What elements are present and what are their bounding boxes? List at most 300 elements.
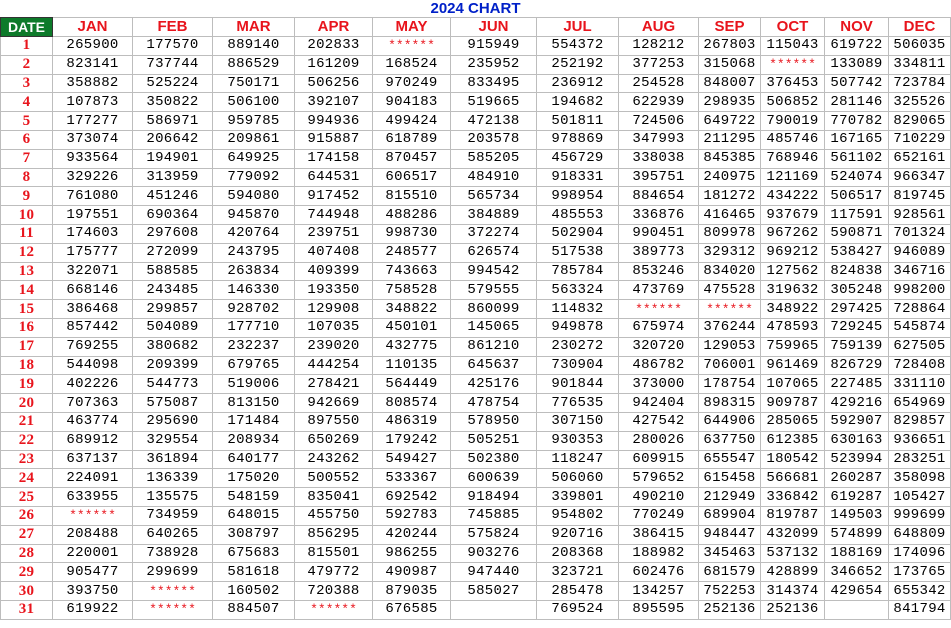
result-cell: 769255 xyxy=(53,337,133,356)
result-cell: 928561 xyxy=(889,206,951,225)
result-cell: 942669 xyxy=(295,394,373,413)
result-cell: 502904 xyxy=(537,224,619,243)
result-cell: 898315 xyxy=(699,394,761,413)
result-cell: 386415 xyxy=(619,525,699,544)
date-cell: 30 xyxy=(1,582,53,601)
result-cell: 177710 xyxy=(213,318,295,337)
result-cell: 425176 xyxy=(451,375,537,394)
result-cell: 320720 xyxy=(619,337,699,356)
result-cell: 737744 xyxy=(133,55,213,74)
result-cell: 384889 xyxy=(451,206,537,225)
result-cell: 420244 xyxy=(373,525,451,544)
result-cell: 644906 xyxy=(699,412,761,431)
result-cell: 779092 xyxy=(213,168,295,187)
date-cell: 24 xyxy=(1,469,53,488)
result-cell: 194682 xyxy=(537,93,619,112)
result-cell: 212949 xyxy=(699,488,761,507)
month-header-may: MAY xyxy=(373,18,451,37)
result-cell: 267803 xyxy=(699,37,761,56)
month-header-jun: JUN xyxy=(451,18,537,37)
date-cell: 18 xyxy=(1,356,53,375)
date-cell: 19 xyxy=(1,375,53,394)
result-cell: 544098 xyxy=(53,356,133,375)
result-cell: 637750 xyxy=(699,431,761,450)
result-cell: 579555 xyxy=(451,281,537,300)
table-row xyxy=(1,112,951,131)
result-cell: 501811 xyxy=(537,112,619,131)
result-cell: 252192 xyxy=(537,55,619,74)
result-cell: 134257 xyxy=(619,582,699,601)
result-cell: 575824 xyxy=(451,525,537,544)
result-cell: 770782 xyxy=(825,112,889,131)
result-cell: 823141 xyxy=(53,55,133,74)
result-cell: 744948 xyxy=(295,206,373,225)
result-cell: 240975 xyxy=(699,168,761,187)
result-cell: 548159 xyxy=(213,488,295,507)
month-header-feb: FEB xyxy=(133,18,213,37)
date-cell: 14 xyxy=(1,281,53,300)
result-cell: 473769 xyxy=(619,281,699,300)
result-cell: 339801 xyxy=(537,488,619,507)
result-cell: 346716 xyxy=(889,262,951,281)
result-cell: 347993 xyxy=(619,130,699,149)
result-cell: 785784 xyxy=(537,262,619,281)
result-cell: 619287 xyxy=(825,488,889,507)
result-cell: 193350 xyxy=(295,281,373,300)
result-cell: 724506 xyxy=(619,112,699,131)
date-cell: 12 xyxy=(1,243,53,262)
result-cell: 918331 xyxy=(537,168,619,187)
result-cell: 224091 xyxy=(53,469,133,488)
result-cell: 336842 xyxy=(761,488,825,507)
month-header-aug: AUG xyxy=(619,18,699,37)
month-header-mar: MAR xyxy=(213,18,295,37)
result-cell: 612385 xyxy=(761,431,825,450)
result-cell: 905477 xyxy=(53,563,133,582)
result-cell: 409399 xyxy=(295,262,373,281)
result-cell: 451246 xyxy=(133,187,213,206)
result-cell: 254528 xyxy=(619,74,699,93)
result-cell: 488286 xyxy=(373,206,451,225)
result-cell: 133089 xyxy=(825,55,889,74)
table-row xyxy=(1,450,951,469)
result-cell: 444254 xyxy=(295,356,373,375)
result-cell: 432775 xyxy=(373,337,451,356)
result-cell: 619722 xyxy=(825,37,889,56)
result-cell: 323721 xyxy=(537,563,619,582)
date-cell: 22 xyxy=(1,431,53,450)
date-cell: 8 xyxy=(1,168,53,187)
month-header-jul: JUL xyxy=(537,18,619,37)
date-cell: 25 xyxy=(1,488,53,507)
result-cell: 644531 xyxy=(295,168,373,187)
result-cell: 895595 xyxy=(619,600,699,619)
result-cell: ****** xyxy=(373,37,451,56)
result-cell: 729245 xyxy=(825,318,889,337)
result-cell: 428899 xyxy=(761,563,825,582)
result-cell: 395751 xyxy=(619,168,699,187)
result-cell: 298935 xyxy=(699,93,761,112)
result-cell: 588585 xyxy=(133,262,213,281)
result-cell: 538427 xyxy=(825,243,889,262)
result-cell: 121169 xyxy=(761,168,825,187)
result-cell: 243262 xyxy=(295,450,373,469)
table-row xyxy=(1,206,951,225)
result-cell: 358882 xyxy=(53,74,133,93)
result-cell: 232237 xyxy=(213,337,295,356)
result-cell: 315068 xyxy=(699,55,761,74)
result-cell: 307150 xyxy=(537,412,619,431)
page-title: 2024 CHART xyxy=(430,0,521,17)
result-cell: 506852 xyxy=(761,93,825,112)
result-cell: 759965 xyxy=(761,337,825,356)
result-cell: 769524 xyxy=(537,600,619,619)
result-cell: 485746 xyxy=(761,130,825,149)
result-cell: 728864 xyxy=(889,300,951,319)
table-row xyxy=(1,563,951,582)
table-row xyxy=(1,243,951,262)
result-cell: 645637 xyxy=(451,356,537,375)
result-cell: 668146 xyxy=(53,281,133,300)
result-cell: 376453 xyxy=(761,74,825,93)
month-header-dec: DEC xyxy=(889,18,951,37)
result-cell: 833495 xyxy=(451,74,537,93)
result-cell: 707363 xyxy=(53,394,133,413)
result-cell: 626574 xyxy=(451,243,537,262)
result-cell: 990451 xyxy=(619,224,699,243)
table-row xyxy=(1,394,951,413)
result-cell: 227485 xyxy=(825,375,889,394)
result-cell: 829857 xyxy=(889,412,951,431)
result-cell: 738928 xyxy=(133,544,213,563)
result-cell: 105427 xyxy=(889,488,951,507)
result-cell: 129053 xyxy=(699,337,761,356)
result-cell: 633955 xyxy=(53,488,133,507)
result-cell: 994542 xyxy=(451,262,537,281)
date-cell: 21 xyxy=(1,412,53,431)
result-cell: 948447 xyxy=(699,525,761,544)
result-cell: 819787 xyxy=(761,506,825,525)
result-cell: ****** xyxy=(133,582,213,601)
result-cell: 834020 xyxy=(699,262,761,281)
result-cell: 338038 xyxy=(619,149,699,168)
table-row xyxy=(1,469,951,488)
result-cell: 676585 xyxy=(373,600,451,619)
result-cell: 581618 xyxy=(213,563,295,582)
result-cell: 627505 xyxy=(889,337,951,356)
result-cell: 202833 xyxy=(295,37,373,56)
result-cell: 640177 xyxy=(213,450,295,469)
result-cell: 517538 xyxy=(537,243,619,262)
result-cell: 970249 xyxy=(373,74,451,93)
date-cell: 3 xyxy=(1,74,53,93)
result-cell: 954802 xyxy=(537,506,619,525)
result-cell: ****** xyxy=(619,300,699,319)
result-cell: 478593 xyxy=(761,318,825,337)
result-cell: 107065 xyxy=(761,375,825,394)
result-cell: 299857 xyxy=(133,300,213,319)
result-cell: ****** xyxy=(133,600,213,619)
result-cell: 903276 xyxy=(451,544,537,563)
result-cell: 149503 xyxy=(825,506,889,525)
table-row xyxy=(1,130,951,149)
result-cell: 619922 xyxy=(53,600,133,619)
table-row xyxy=(1,506,951,525)
result-cell: 297425 xyxy=(825,300,889,319)
date-cell: 23 xyxy=(1,450,53,469)
result-cell: 648809 xyxy=(889,525,951,544)
result-cell: 115043 xyxy=(761,37,825,56)
result-cell: 692542 xyxy=(373,488,451,507)
result-cell: 622939 xyxy=(619,93,699,112)
result-cell xyxy=(451,600,537,619)
date-cell: 29 xyxy=(1,563,53,582)
result-cell: 350822 xyxy=(133,93,213,112)
result-cell: 348822 xyxy=(373,300,451,319)
result-cell: 416465 xyxy=(699,206,761,225)
result-cell: 566681 xyxy=(761,469,825,488)
result-cell: 915949 xyxy=(451,37,537,56)
result-cell: 280026 xyxy=(619,431,699,450)
result-cell: 174158 xyxy=(295,149,373,168)
result-cell: 734959 xyxy=(133,506,213,525)
result-cell: 235952 xyxy=(451,55,537,74)
result-cell: 243795 xyxy=(213,243,295,262)
result-cell: 819745 xyxy=(889,187,951,206)
result-cell: 600639 xyxy=(451,469,537,488)
result-cell: 322071 xyxy=(53,262,133,281)
result-cell: 994936 xyxy=(295,112,373,131)
result-cell: 500552 xyxy=(295,469,373,488)
result-cell: 174603 xyxy=(53,224,133,243)
result-cell: 377253 xyxy=(619,55,699,74)
result-cell: 949878 xyxy=(537,318,619,337)
result-cell: 329312 xyxy=(699,243,761,262)
result-cell: 358098 xyxy=(889,469,951,488)
result-cell: 179242 xyxy=(373,431,451,450)
result-cell: 506517 xyxy=(825,187,889,206)
date-cell: 4 xyxy=(1,93,53,112)
table-row xyxy=(1,224,951,243)
table-row xyxy=(1,37,951,56)
result-cell: 429216 xyxy=(825,394,889,413)
result-cell: 942404 xyxy=(619,394,699,413)
result-cell: 886529 xyxy=(213,55,295,74)
result-cell: 689912 xyxy=(53,431,133,450)
result-cell: 260287 xyxy=(825,469,889,488)
result-cell: 720388 xyxy=(295,582,373,601)
result-cell: 490987 xyxy=(373,563,451,582)
result-cell: 590871 xyxy=(825,224,889,243)
result-cell: 145065 xyxy=(451,318,537,337)
result-cell: 208488 xyxy=(53,525,133,544)
date-cell: 16 xyxy=(1,318,53,337)
table-row xyxy=(1,412,951,431)
result-cell: 561102 xyxy=(825,149,889,168)
result-cell: 759139 xyxy=(825,337,889,356)
result-cell: 194901 xyxy=(133,149,213,168)
result-cell: 393750 xyxy=(53,582,133,601)
result-cell: 675683 xyxy=(213,544,295,563)
result-cell: 472138 xyxy=(451,112,537,131)
result-cell: 114832 xyxy=(537,300,619,319)
result-cell: 945870 xyxy=(213,206,295,225)
result-cell: 208934 xyxy=(213,431,295,450)
date-cell: 20 xyxy=(1,394,53,413)
result-cell: 178754 xyxy=(699,375,761,394)
result-cell: 188982 xyxy=(619,544,699,563)
result-cell: 181272 xyxy=(699,187,761,206)
result-cell: 675974 xyxy=(619,318,699,337)
date-cell: 2 xyxy=(1,55,53,74)
result-cell: 220001 xyxy=(53,544,133,563)
result-cell: 829065 xyxy=(889,112,951,131)
result-cell: 652161 xyxy=(889,149,951,168)
result-cell: 770249 xyxy=(619,506,699,525)
result-cell: 278421 xyxy=(295,375,373,394)
result-cell: 209399 xyxy=(133,356,213,375)
date-cell: 17 xyxy=(1,337,53,356)
result-cell: 549427 xyxy=(373,450,451,469)
table-row xyxy=(1,281,951,300)
table-row xyxy=(1,318,951,337)
result-cell: 815501 xyxy=(295,544,373,563)
result-cell xyxy=(825,600,889,619)
result-cell: 860099 xyxy=(451,300,537,319)
result-cell: 585205 xyxy=(451,149,537,168)
result-cell: 845385 xyxy=(699,149,761,168)
result-cell: 637137 xyxy=(53,450,133,469)
result-cell: 537132 xyxy=(761,544,825,563)
result-cell: 728408 xyxy=(889,356,951,375)
results-table xyxy=(0,17,951,620)
result-cell: 937679 xyxy=(761,206,825,225)
result-cell: 372274 xyxy=(451,224,537,243)
result-cell: 299699 xyxy=(133,563,213,582)
result-cell: 585027 xyxy=(451,582,537,601)
month-header-sep: SEP xyxy=(699,18,761,37)
result-cell: 507742 xyxy=(825,74,889,93)
result-cell: 146330 xyxy=(213,281,295,300)
result-cell: 690364 xyxy=(133,206,213,225)
result-cell: 209861 xyxy=(213,130,295,149)
result-cell: 592783 xyxy=(373,506,451,525)
result-cell: 265900 xyxy=(53,37,133,56)
result-cell: 959785 xyxy=(213,112,295,131)
table-row xyxy=(1,187,951,206)
result-cell: 434222 xyxy=(761,187,825,206)
result-cell: 884654 xyxy=(619,187,699,206)
result-cell: 706001 xyxy=(699,356,761,375)
result-cell: 752253 xyxy=(699,582,761,601)
result-cell: 128212 xyxy=(619,37,699,56)
result-cell: 285065 xyxy=(761,412,825,431)
table-row xyxy=(1,55,951,74)
result-cell: 565734 xyxy=(451,187,537,206)
result-cell: 961469 xyxy=(761,356,825,375)
result-cell: 135575 xyxy=(133,488,213,507)
table-row xyxy=(1,375,951,394)
result-cell: 640265 xyxy=(133,525,213,544)
result-cell: 129908 xyxy=(295,300,373,319)
result-cell: 533367 xyxy=(373,469,451,488)
result-cell: 856295 xyxy=(295,525,373,544)
result-cell: 478754 xyxy=(451,394,537,413)
result-cell: 136339 xyxy=(133,469,213,488)
table-row xyxy=(1,582,951,601)
result-cell: 563324 xyxy=(537,281,619,300)
result-cell: 879035 xyxy=(373,582,451,601)
result-cell: 648015 xyxy=(213,506,295,525)
month-header-apr: APR xyxy=(295,18,373,37)
result-cell: 986255 xyxy=(373,544,451,563)
result-cell: 947440 xyxy=(451,563,537,582)
result-cell: 325526 xyxy=(889,93,951,112)
table-row xyxy=(1,337,951,356)
result-cell: 505251 xyxy=(451,431,537,450)
result-cell: 650269 xyxy=(295,431,373,450)
result-cell: 117591 xyxy=(825,206,889,225)
result-cell: 107035 xyxy=(295,318,373,337)
result-cell: 743663 xyxy=(373,262,451,281)
result-cell: 545874 xyxy=(889,318,951,337)
result-cell: 897550 xyxy=(295,412,373,431)
result-cell: 730904 xyxy=(537,356,619,375)
result-cell: 861210 xyxy=(451,337,537,356)
result-cell: 331110 xyxy=(889,375,951,394)
result-cell: ****** xyxy=(295,600,373,619)
result-cell: 523994 xyxy=(825,450,889,469)
result-cell: 615458 xyxy=(699,469,761,488)
result-cell: 281146 xyxy=(825,93,889,112)
result-cell: 586971 xyxy=(133,112,213,131)
result-cell: 506100 xyxy=(213,93,295,112)
result-cell: 618789 xyxy=(373,130,451,149)
result-cell: 933564 xyxy=(53,149,133,168)
result-cell: 211295 xyxy=(699,130,761,149)
table-row xyxy=(1,168,951,187)
result-cell: 167165 xyxy=(825,130,889,149)
result-cell: 329554 xyxy=(133,431,213,450)
result-cell: 174096 xyxy=(889,544,951,563)
result-cell: 723784 xyxy=(889,74,951,93)
date-cell: 5 xyxy=(1,112,53,131)
result-cell: 230272 xyxy=(537,337,619,356)
result-cell: 334811 xyxy=(889,55,951,74)
result-cell: 689904 xyxy=(699,506,761,525)
result-cell: 484910 xyxy=(451,168,537,187)
result-cell: 544773 xyxy=(133,375,213,394)
result-cell: 389773 xyxy=(619,243,699,262)
result-cell: 236912 xyxy=(537,74,619,93)
result-cell: 936651 xyxy=(889,431,951,450)
result-cell: 679765 xyxy=(213,356,295,375)
result-cell: 901844 xyxy=(537,375,619,394)
date-cell: 10 xyxy=(1,206,53,225)
result-cell: 575087 xyxy=(133,394,213,413)
result-cell: 319632 xyxy=(761,281,825,300)
date-cell: 15 xyxy=(1,300,53,319)
result-cell: 909787 xyxy=(761,394,825,413)
result-cell: 524074 xyxy=(825,168,889,187)
result-cell: 118247 xyxy=(537,450,619,469)
date-cell: 13 xyxy=(1,262,53,281)
result-cell: 758528 xyxy=(373,281,451,300)
result-cell: 930353 xyxy=(537,431,619,450)
result-cell: 506256 xyxy=(295,74,373,93)
result-cell: 197551 xyxy=(53,206,133,225)
result-cell: 681579 xyxy=(699,563,761,582)
